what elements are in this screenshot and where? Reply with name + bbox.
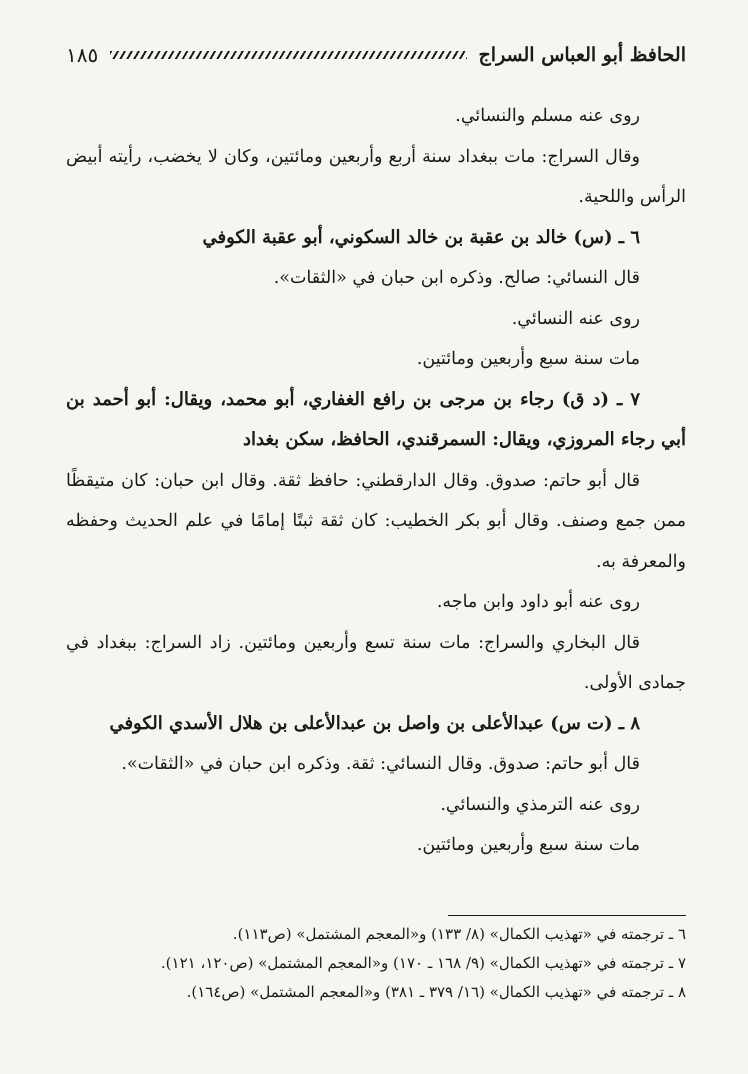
- page-header: [66, 38, 686, 72]
- body-paragraph: قال البخاري والسراج: مات سنة تسع وأربعين ومائتين. زاد السراج: ببغداد في جمادى الأولى.: [66, 632, 686, 693]
- footnotes: [66, 915, 686, 1007]
- body-paragraph: روى عنه مسلم والنسائي.: [455, 106, 640, 126]
- footnote: ٨ ـ ترجمته في «تهذيب الكمال» (١٦/ ٣٧٩ ـ ٣٨١) و«المعجم المشتمل» (ص١٦٤).: [186, 983, 686, 1001]
- biography-entry-heading: ٧ ـ (د ق) رجاء بن مرجى بن رافع الغفاري، أبو محمد، ويقال: أبو أحمد بن أبي رجاء المروزي، ويقال: السمرقندي، الحافظ، سكن بغداد: [66, 388, 686, 450]
- body-paragraph: روى عنه النسائي.: [511, 308, 640, 329]
- biography-entry-heading: ٦ ـ (س) خالد بن عقبة بن خالد السكوني، أبو عقبة الكوفي: [202, 226, 640, 248]
- main-text: [66, 96, 686, 866]
- body-paragraph: قال أبو حاتم: صدوق. وقال الدارقطني: حافظ ثقة. وقال ابن حبان: كان متيقظًا ممن جمع وصنف. وقال أبو بكر الخطيب: كان ثقة ثبتًا إمامًا في علم الحديث وحفظه والمعرفة به.: [66, 470, 686, 572]
- biography-entry-heading: ٨ ـ (ت س) عبدالأعلى بن واصل بن عبدالأعلى بن هلال الأسدي الكوفي: [109, 712, 640, 734]
- page-number: ١٨٥: [66, 43, 99, 67]
- body-paragraph: وقال السراج: مات ببغداد سنة أربع وأربعين ومائتين، وكان لا يخضب، رأيته أبيض الرأس واللحية.: [66, 146, 686, 207]
- header-hatch-rule: [110, 51, 466, 59]
- body-paragraph: مات سنة سبع وأربعين ومائتين.: [416, 835, 640, 855]
- footnote: ٦ ـ ترجمته في «تهذيب الكمال» (٨/ ١٣٣) و«المعجم المشتمل» (ص١١٣).: [232, 925, 686, 943]
- body-paragraph: روى عنه الترمذي والنسائي.: [440, 794, 640, 815]
- footnote-list: [66, 920, 686, 1007]
- body-paragraph: مات سنة سبع وأربعين ومائتين.: [416, 349, 640, 369]
- body-paragraph: قال النسائي: صالح. وذكره ابن حبان في «الثقات».: [273, 268, 640, 288]
- body-paragraph: قال أبو حاتم: صدوق. وقال النسائي: ثقة. وذكره ابن حبان في «الثقات».: [121, 754, 640, 774]
- running-title: الحافظ أبو العباس السراج: [478, 44, 686, 66]
- footnote: ٧ ـ ترجمته في «تهذيب الكمال» (٩/ ١٦٨ ـ ١٧٠) و«المعجم المشتمل» (ص١٢٠، ١٢١).: [160, 954, 686, 972]
- body-paragraph: روى عنه أبو داود وابن ماجه.: [436, 592, 640, 612]
- footnote-separator: [448, 915, 686, 916]
